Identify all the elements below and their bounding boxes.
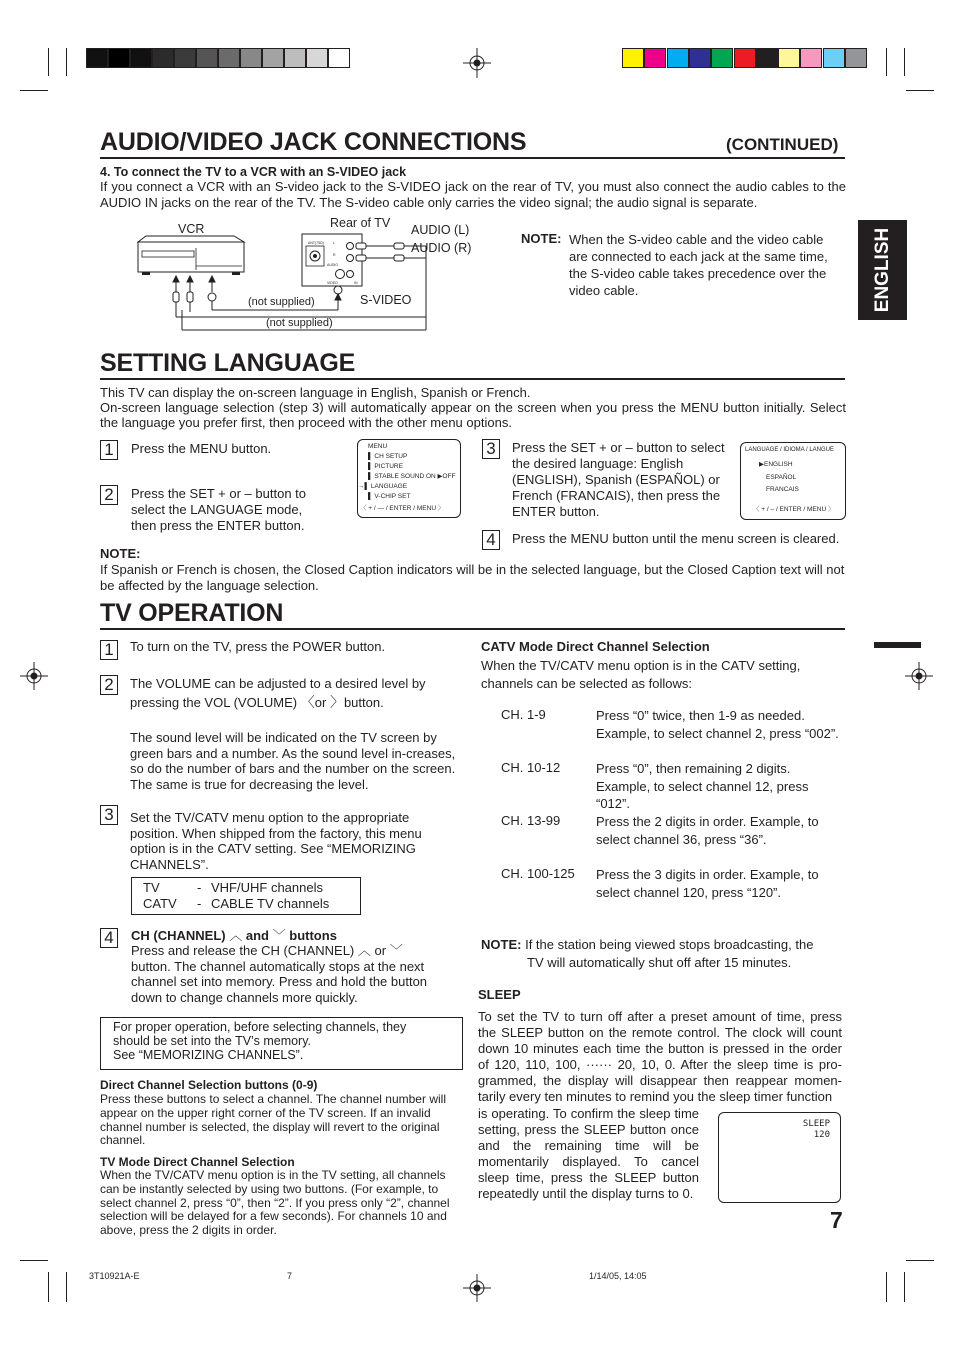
panel-video-label: VIDEO [327,281,338,285]
color-swatch [800,48,822,68]
lang-step-1-text: Press the MENU button. [131,441,272,456]
channel-2-desc: Press “0”, then remaining 2 digits. Example, to select channel 12, press “012”. [596,761,809,811]
menu-osd-item-5: ▌ V-CHIP SET [368,493,411,500]
menu-osd-title: MENU [368,443,388,450]
tv-step-2-para: The sound level will be indicated on the TV screen by green bars and a number. As the sound level in-creases, so do the number of bars and the number on the screen. The same is true for decreasing the level. [130,730,456,792]
diagram-not-supplied-1: (not supplied) [248,296,315,308]
tvmode-text: When the TV/CATV menu option is in the TV setting, all channels can be instantly selected by using two buttons. (For example, to select channel 2, press “0”, then “2”. If you press only “2”, channel selection will be delayed for a few seconds). For channels 10 and above, press the 2 digits in order. [100,1168,450,1238]
registration-mark-right [905,662,933,690]
tv-title: TV OPERATION [100,599,284,627]
panel-audio-label: AUDIO [327,263,339,267]
registration-mark-top [463,48,491,78]
av-continued: (CONTINUED) [726,135,839,154]
gray-swatch [196,48,218,68]
sleep-osd-label: SLEEP [802,1119,830,1129]
lang-step-4-num: 4 [482,530,500,550]
color-swatch [689,48,711,68]
gray-swatch [240,48,262,68]
channel-2-code: CH. 10-12 [501,760,561,775]
color-swatch [823,48,845,68]
diagram-s-video-label: S-VIDEO [360,293,412,307]
lang-note-text: If Spanish or French is chosen, the Closed Caption indicators will be in the selected language, but the Closed Caption text will not be affected by the language selection. [100,562,845,593]
color-swatch [667,48,689,68]
gray-swatch [152,48,174,68]
lang-title: SETTING LANGUAGE [100,349,356,377]
lang-note-label: NOTE: [100,546,141,561]
gray-swatch [328,48,350,68]
lang-intro-1: This TV can display the on-screen language in English, Spanish or French. [100,385,531,400]
diagram-rear-tv-label: Rear of TV [330,216,391,230]
diagram-not-supplied-2: (not supplied) [266,317,333,329]
catv-heading: CATV Mode Direct Channel Selection [481,639,710,654]
menu-osd-item-2: ▌ PICTURE [368,463,403,470]
color-swatch [845,48,867,68]
tv-note-text-b: TV will automatically shut off after 15 minutes. [527,955,792,970]
english-tab [858,220,907,320]
av-note-label: NOTE: [521,231,562,246]
gray-swatch [284,48,306,68]
memory-notice-line-2: should be set into the TV’s memory. [113,1034,312,1048]
color-swatch [644,48,666,68]
menu-osd-item-4: →▌ LANGUAGE [358,483,408,490]
menu-osd-item-1: ▌ CH SETUP [368,453,408,460]
tv-step-2-num: 2 [100,675,118,695]
lang-step-3-text: Press the SET + or – button to select the desired language: English (ENGLISH), Spanish (ESPAÑOL) or French (FRANCAIS), then press the ENTER button. [512,440,725,519]
lang-step-3-num: 3 [482,439,500,459]
sleep-text-a: To set the TV to turn off after a preset amount of time, press the SLEEP button on the remote control. The clock will count down 10 minutes each time the button is pressed in the order of 120, 110, 100, ······ 20, 10, 0. After the sleep time is pro-grammed, the display will disappear then reappear momen-tarily every ten minutes to remind you the sleep timer function [478,1009,842,1104]
ch-down-icon-2: ﹀ [389,943,403,958]
tvmode-heading: TV Mode Direct Channel Selection [100,1155,295,1169]
diagram-audio-r-label: AUDIO (R) [411,241,472,255]
sleep-text-b: is operating. To confirm the sleep time setting, press the SLEEP button once and the remaining time will be momentarily displayed. To cancel sleep time, press the SLEEP button repeatedly until the display turns to 0. [478,1106,699,1201]
lang-osd-item-2: ESPAÑOL [766,474,797,481]
channel-3-desc: Press the 2 digits in order. Example, to select channel 36, press “36”. [596,814,819,847]
side-tab-mark [874,642,921,648]
ch-down-icon: ﹀ [272,928,286,943]
tv-step-1-num: 1 [100,640,118,660]
language-osd [740,442,846,520]
panel-in-label: IN [354,281,358,285]
lang-step-2-num: 2 [100,485,118,505]
lang-step-4-text: Press the MENU button until the menu screen is cleared. [512,531,840,546]
lang-osd-title: LANGUAGE / IDIOMA / LANGUE [745,447,835,453]
gray-swatch [108,48,130,68]
gray-swatch [174,48,196,68]
av-sub-heading: 4. To connect the TV to a VCR with an S-VIDEO jack [100,165,407,179]
memory-notice-line-3: See “MEMORIZING CHANNELS”. [113,1048,304,1062]
gray-swatch [262,48,284,68]
memory-notice-box [100,1017,463,1070]
lang-title-rule [100,378,845,380]
lang-osd-item-3: FRANCAIS [766,486,799,493]
av-title: AUDIO/VIDEO JACK CONNECTIONS [100,128,527,156]
mode-row-2: CATV - CABLE TV channels [143,896,330,911]
memory-notice-line-1: For proper operation, before selecting channels, they [113,1020,407,1034]
gray-swatch [306,48,328,68]
tv-step-4-heading: CH (CHANNEL) ︿ and ﹀ buttons [131,928,337,943]
tv-step-4-num: 4 [100,928,118,948]
menu-osd-footer: 〈 + / — / ENTER / MENU 〉 [360,505,445,512]
channel-1-desc: Press “0” twice, then 1-9 as needed. Example, to select channel 2, press “002”. [596,708,839,741]
footer-date: 1/14/05, 14:05 [589,1271,647,1281]
tv-note [481,936,846,972]
vcr-icon [138,236,244,275]
gray-swatch [86,48,108,68]
diagram-audio-l-label: AUDIO (L) [411,223,470,237]
tv-step-3-text: Set the TV/CATV menu option to the appropriate position. When shipped from the factory, this menu option is in the CATV setting. See “MEMORIZING CHANNELS”. [130,810,422,872]
tv-step-3-num: 3 [100,805,118,825]
ch-up-icon-2: ︿ [357,943,371,958]
av-title-rule [100,157,845,159]
sleep-heading: SLEEP [478,987,521,1002]
channel-4-code: CH. 100-125 [501,866,575,881]
color-swatch [734,48,756,68]
panel-l-label: L [333,241,335,245]
channel-1-code: CH. 1-9 [501,707,546,722]
english-tab-label: ENGLISH [872,227,893,313]
av-intro: If you connect a VCR with an S-video jack to the S-VIDEO jack on the rear of TV, you must also connect the audio cables to the AUDIO IN jacks on the rear of the TV. The S-video cable only carries the video signal; the audio signal is separate. [100,179,846,210]
av-note-text: When the S-video cable and the video cable are connected to each jack at the same time, the S-video cable takes precedence over the video cable. [569,232,828,298]
tv-title-rule [100,628,845,630]
tv-step-2-text: The VOLUME can be adjusted to a desired level by pressing the VOL (VOLUME) 〈or 〉button. [130,676,426,710]
ch-up-icon: ︿ [229,928,243,943]
lang-osd-item-1: ▶ENGLISH [759,461,793,468]
registration-mark-bottom [463,1274,491,1302]
gray-swatch [218,48,240,68]
color-swatch [622,48,644,68]
mode-row-1: TV - VHF/UHF channels [143,880,323,895]
menu-osd [357,439,461,518]
panel-ant-label: ANT(75Ω) [308,241,324,245]
page-number: 7 [830,1207,843,1233]
footer-page: 7 [287,1271,293,1281]
vol-right-icon: 〉 [329,694,344,710]
registration-mark-left [20,662,48,690]
mode-table [131,877,361,915]
tv-step-1-text: To turn on the TV, press the POWER button. [130,639,386,654]
color-swatch [778,48,800,68]
tv-rear-panel-icon [302,234,362,286]
sleep-osd-value: 120 [813,1130,830,1140]
channel-3-code: CH. 13-99 [501,813,561,828]
tv-step-4-text: Press and release the CH (CHANNEL) ︿ or ﹀ button. The channel automatically stops at the next channel set into memory. Press and hold the button down to change channels more quickly. [131,943,428,1005]
direct-heading: Direct Channel Selection buttons (0-9) [100,1078,318,1092]
lang-step-1-num: 1 [100,440,118,460]
menu-osd-item-3: ▌ STABLE SOUND ON ▶OFF [368,473,456,480]
lang-intro-2: On-screen language selection (step 3) will automatically appear on the screen when you press the MENU button initially. Select the language you prefer first, then proceed with the other menu options. [100,400,846,430]
direct-text: Press these buttons to select a channel. The channel number will appear on the upper right corner of the TV screen. If an invalid channel number is selected, the display will revert to the original channel. [100,1092,446,1148]
color-swatch [756,48,778,68]
vol-left-icon: 〈 [300,694,315,710]
lang-osd-footer: 〈 + / – / ENTER / MENU 〉 [753,506,835,513]
diagram-vcr-label: VCR [178,222,205,236]
gray-swatch [130,48,152,68]
channel-4-desc: Press the 3 digits in order. Example, to select channel 120, press “120”. [596,867,819,900]
color-swatch [711,48,733,68]
footer-code: 3T10921A-E [89,1271,140,1281]
tv-note-label: NOTE: [481,937,522,952]
lang-step-2-text: Press the SET + or – button to select the LANGUAGE mode, then press the ENTER button. [131,486,306,533]
sleep-osd-screen [718,1112,841,1203]
catv-text: When the TV/CATV menu option is in the CATV setting, channels can be selected as follows: [481,658,801,691]
panel-r-label: R [333,253,336,257]
tv-note-text-a: If the station being viewed stops broadcasting, the [525,937,814,952]
